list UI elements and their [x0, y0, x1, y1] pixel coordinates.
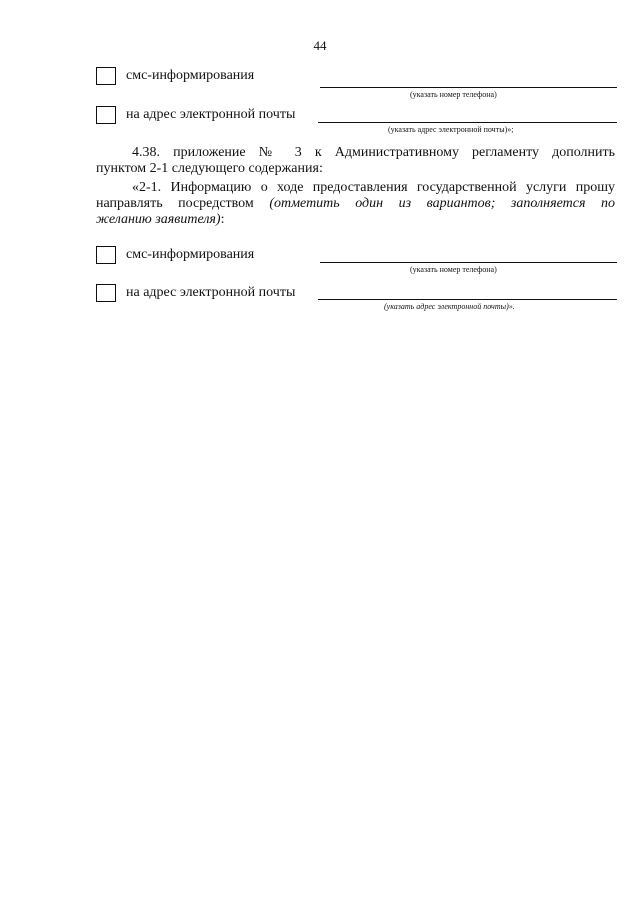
email-checkbox-top[interactable]: [96, 106, 116, 124]
sms-checkbox-top[interactable]: [96, 67, 116, 85]
amendment-line-1: 4.38. приложение № 3 к Административному регламенту дополнить: [132, 145, 615, 160]
email-input-line-bottom[interactable]: [318, 299, 617, 300]
sms-label-bottom: смс-информирования: [126, 247, 255, 262]
amendment-line-4: [96, 196, 615, 212]
email-label-top: на адрес электронной почты: [126, 107, 296, 122]
phone-hint-bottom: (указать номер телефона): [410, 265, 497, 274]
amendment-line-5-italic: желанию заявителя): [96, 212, 221, 227]
phone-input-line-bottom[interactable]: [320, 262, 617, 263]
sms-checkbox-bottom[interactable]: [96, 246, 116, 264]
phone-input-line-top[interactable]: [320, 87, 617, 88]
amendment-line-4-plain: направлять посредством: [96, 196, 270, 211]
email-hint-top: (указать адрес электронной почты)»;: [388, 125, 514, 134]
email-label-bottom: на адрес электронной почты: [126, 285, 296, 300]
amendment-line-2: пунктом 2-1 следующего содержания:: [96, 161, 323, 176]
email-hint-bottom: (указать адрес электронной почты)».: [384, 302, 515, 311]
page-number: 44: [313, 38, 327, 53]
amendment-line-3: «2-1. Информацию о ходе предоставления государственной услуги прошу: [132, 180, 615, 195]
amendment-line-4-italic: (отметить один из вариантов; заполняется по: [269, 196, 615, 211]
amendment-line-5: [96, 212, 615, 228]
amendment-line-5-tail: :: [220, 212, 225, 227]
email-input-line-top[interactable]: [318, 122, 617, 123]
sms-label-top: смс-информирования: [126, 68, 255, 83]
phone-hint-top: (указать номер телефона): [410, 90, 497, 99]
email-checkbox-bottom[interactable]: [96, 284, 116, 302]
